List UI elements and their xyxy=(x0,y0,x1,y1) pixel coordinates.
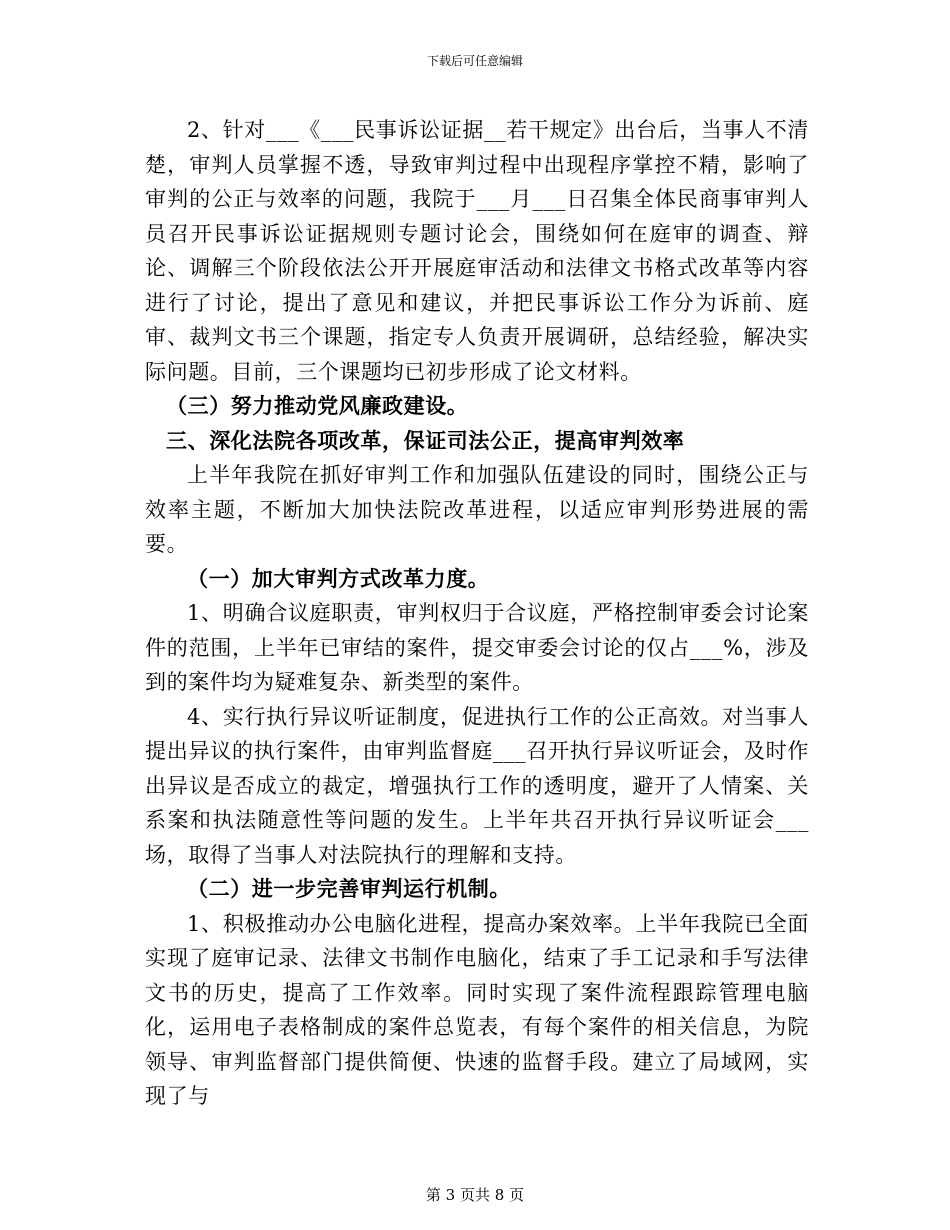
heading-integrity-building: （三）努力推动党风廉政建设。 xyxy=(166,393,469,418)
paragraph-evidence-rules: 2、针对___《___民事诉讼证据__若干规定》出台后，当事人不清楚，审判人员掌握不透，导致审判过程中出现程序掌控不精，影响了审判的公正与效率的问题，我院于___月___日召集全体民商事审判人员召开民事诉讼证据规则专题讨论会，围绕如何在庭审的调查、辩论、调解三个阶段依法公开开展庭审活动和法律文书格式改革等内容进行了讨论，提出了意见和建议，并把民事诉讼工作分为诉前、庭审、裁判文书三个课题，指定专人负责开展调研，总结经验，解决实际问题。目前，三个课题均已初步形成了论文材料。 xyxy=(145,118,809,384)
heading-trial-reform: （一）加大审判方式改革力度。 xyxy=(187,565,490,591)
paragraph-collegial-panel: 1、明确合议庭职责，审判权归于合议庭，严格控制审委会讨论案件的范围，上半年已审结的案件，提交审委会讨论的仅占___%，涉及到的案件均为疑难复杂、新类型的案件。 xyxy=(145,601,809,694)
paragraph-execution-hearing: 4、实行执行异议听证制度，促进执行工作的公正高效。对当事人提出异议的执行案件，由审判监督庭___召开执行异议听证会，及时作出异议是否成立的裁定，增强执行工作的透明度，避开了人情案、关系案和执法随意性等问题的发生。上半年共召开执行异议听证会___场，取得了当事人对法院执行的理解和支持。 xyxy=(145,704,809,867)
heading-trial-mechanism: （二）进一步完善审判运行机制。 xyxy=(187,876,511,901)
paragraph-reform-intro: 上半年我院在抓好审判工作和加强队伍建设的同时，围绕公正与效率主题，不断加大加快法院改革进程，以适应审判形势进展的需要。 xyxy=(145,463,809,556)
paragraph-office-computerization: 1、积极推动办公电脑化进程，提高办案效率。上半年我院已全面实现了庭审记录、法律文书制作电脑化，结束了手工记录和手写法律文书的历史，提高了工作效率。同时实现了案件流程跟踪管理电脑化，运用电子表格制成的案件总览表，有每个案件的相关信息，为院领导、审判监督部门提供简便、快速的监督手段。建立了局域网，实现了与 xyxy=(145,911,809,1108)
document-body xyxy=(145,113,809,1114)
page-number: 第 3 页共 8 页 xyxy=(425,1186,525,1204)
heading-court-reform: 三、深化法院各项改革，保证司法公正，提高审判效率 xyxy=(166,427,685,453)
page-header: 下载后可任意编辑 xyxy=(426,54,523,68)
